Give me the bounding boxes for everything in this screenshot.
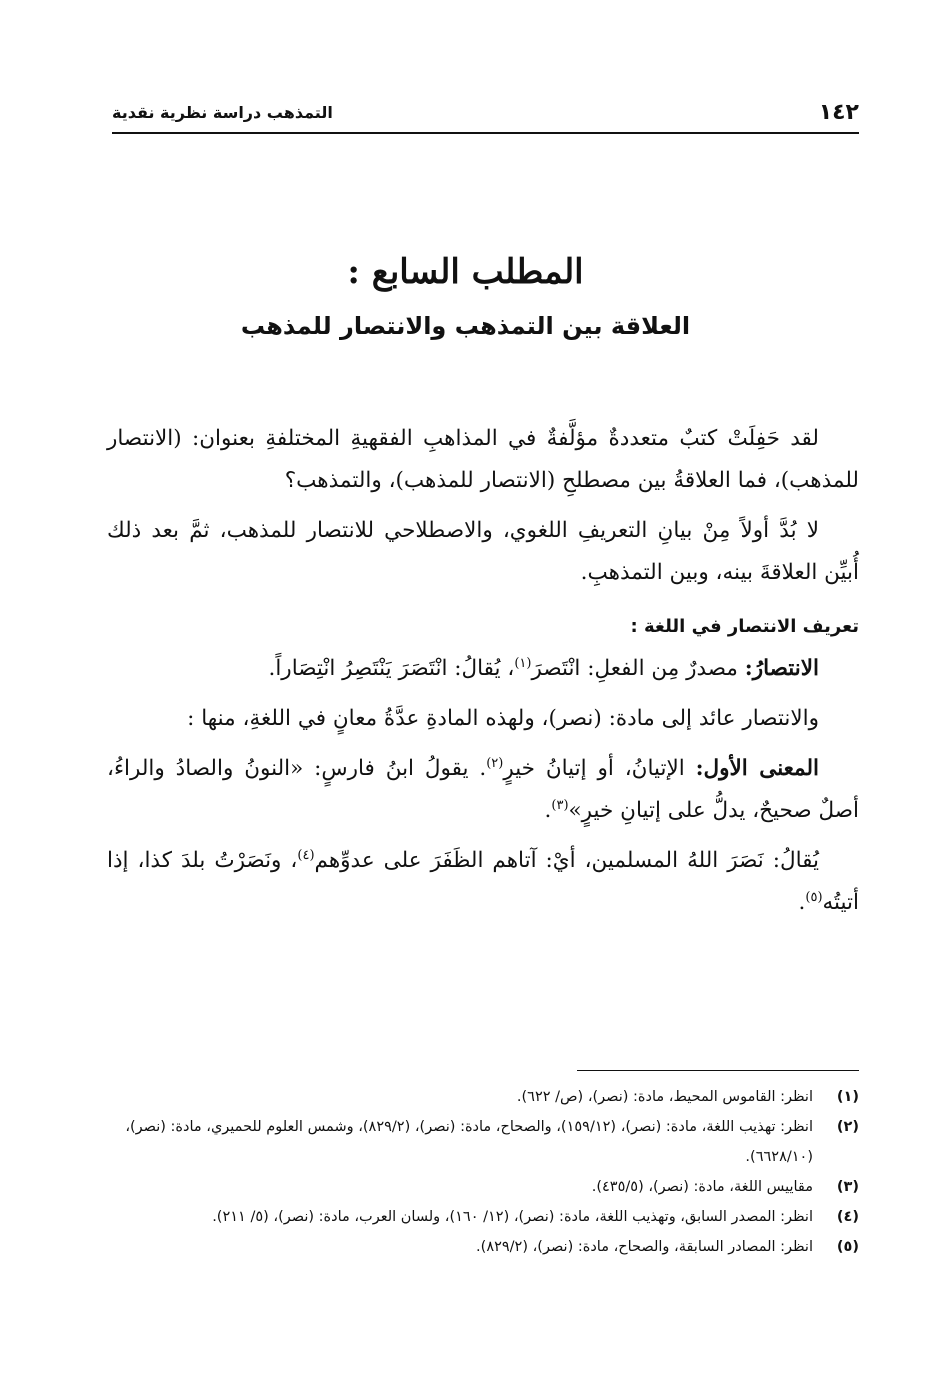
- example-text-b: ، ونَصَرْتُ بلدَ كذا، إذا أتيتُه: [107, 848, 859, 915]
- paragraph-approach: لا بُدَّ أولاً مِنْ بيانِ التعريفِ اللغوي، والاصطلاحي للانتصار للمذهب، ثمَّ بعد ذلك أُبيِّن العلاقةَ بينه، وبين التمذهبِ.: [107, 518, 859, 585]
- first-meaning-text-b: . يقولُ ابنُ فارسٍ: «النونُ والصادُ والراءُ، أصلٌ صحيحٌ، يدلُّ على إتيانِ خيرٍ»: [107, 756, 859, 823]
- footnote-divider: [577, 1070, 859, 1071]
- paragraph-definition: [107, 648, 859, 690]
- footnote-text: انظر: المصادر السابقة، والصحاح، مادة: (نصر)، (٨٢٩/٢).: [476, 1239, 813, 1255]
- footnote-number: (١): [836, 1089, 859, 1105]
- footnote-number: (٢): [836, 1119, 859, 1135]
- footnote-number: (٥): [836, 1239, 859, 1255]
- footnote-ref-2: (٢): [486, 755, 504, 771]
- footnote-number: (٤): [836, 1209, 859, 1225]
- body-text: [107, 418, 859, 924]
- definition-text-b: ، يُقالُ: انْتَصَرَ يَنْتَصِرُ انْتِصَاراً.: [268, 656, 515, 681]
- section-subtitle: العلاقة بين التمذهب والانتصار للمذهب: [240, 312, 691, 340]
- footnote-ref-4: (٤): [297, 847, 315, 863]
- first-meaning-text-a: الإتيانُ، أو إتيانُ خيرٍ: [503, 756, 696, 781]
- footnote-ref-3: (٣): [551, 797, 569, 813]
- paragraph-first-meaning: [107, 748, 859, 832]
- footnote: [107, 1202, 859, 1232]
- footnotes: [107, 1082, 859, 1262]
- footnote-number: (٣): [836, 1179, 859, 1195]
- paragraph-intro: لقد حَفِلَتْ كتبٌ متعددةٌ مؤلَّفةٌ في المذاهبِ الفقهيةِ المختلفةِ بعنوان: (الانتصار للمذهب)، فما العلاقةُ بين مصطلحِ (الانتصار للمذهب)، والتمذهب؟: [107, 426, 859, 493]
- footnote-text: انظر: تهذيب اللغة، مادة: (نصر)، (١٥٩/١٢)، والصحاح، مادة: (نصر)، (٨٢٩/٢)، وشمس العلوم للحميري، مادة: (نصر)، (٦٦٢٨/١٠).: [125, 1119, 813, 1165]
- example-text-a: يُقالُ: نَصَرَ اللهُ المسلمين، أيْ: آتاهم الظَفَرَ على عدوِّهم: [314, 848, 819, 873]
- paragraph-example: [107, 840, 859, 924]
- definition-text-a: مصدرٌ مِن الفعلِ: انْتَصرَ: [531, 656, 745, 681]
- footnote-ref-5: (٥): [805, 889, 823, 905]
- first-meaning-text-c: .: [544, 798, 552, 823]
- example-text-c: .: [798, 890, 806, 915]
- footnote: [107, 1172, 859, 1202]
- footnote-text: مقاييس اللغة، مادة: (نصر)، (٤٣٥/٥).: [591, 1179, 813, 1195]
- footnote: [107, 1082, 859, 1112]
- term-first-meaning: المعنى الأول:: [695, 756, 820, 781]
- section-title: المطلب السابع :: [347, 252, 584, 292]
- footnote-ref-1: (١): [514, 655, 532, 671]
- term-intisar: الانتصارُ:: [744, 656, 819, 681]
- footnote-text: انظر: القاموس المحيط، مادة: (نصر)، (ص/ ٦٢٢).: [516, 1089, 813, 1105]
- subheading-linguistic-definition: تعريف الانتصار في اللغة :: [630, 616, 859, 637]
- footnote: [107, 1232, 859, 1262]
- footnote: [107, 1112, 859, 1172]
- paragraph-root-meanings: والانتصار عائد إلى مادة: (نصر)، ولهذه المادةِ عدَّةُ معانٍ في اللغةِ، منها :: [187, 706, 819, 731]
- page-header: [112, 100, 859, 134]
- footnote-text: انظر: المصدر السابق، وتهذيب اللغة، مادة: (نصر)، (١٢/ ١٦٠)، ولسان العرب، مادة: (نصر)، (٥/ ٢١١).: [212, 1209, 813, 1225]
- running-title: التمذهب دراسة نظرية نقدية: [112, 103, 333, 122]
- page-number: ١٤٢: [818, 100, 859, 125]
